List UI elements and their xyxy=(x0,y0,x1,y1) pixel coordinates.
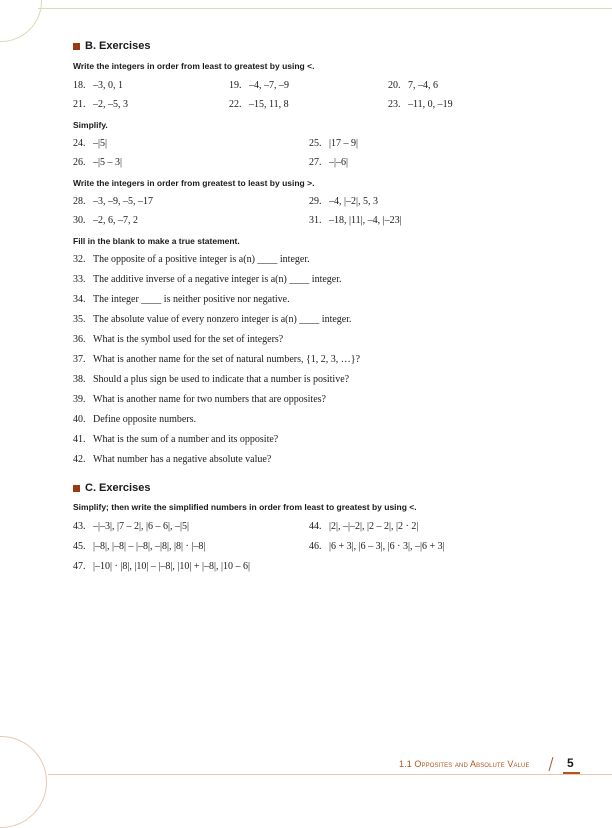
exercise-40: 40. Define opposite numbers. xyxy=(73,414,197,425)
square-bullet-icon xyxy=(73,43,80,50)
exercise-33: 33. The additive inverse of a negative integer is a(n) ____ integer. xyxy=(73,274,342,285)
exercise-21: 21. –2, –5, 3 xyxy=(73,99,128,110)
instruction-simplify-order: Simplify; then write the simplified numbers in order from least to greatest by using <. xyxy=(73,502,417,512)
exercise-45: 45. |–8|, |–8| – |–8|, –|8|, |8| · |–8| xyxy=(73,541,206,552)
exercise-31: 31. –18, |11|, –4, |–23| xyxy=(309,215,402,226)
exercise-42: 42. What number has a negative absolute value? xyxy=(73,454,272,465)
footer-divider-icon xyxy=(548,757,554,771)
exercise-20: 20. 7, –4, 6 xyxy=(388,80,438,91)
instruction-least-to-greatest: Write the integers in order from least to greatest by using <. xyxy=(73,61,315,71)
exercise-43: 43. –|–3|, |7 – 2|, |6 – 6|, –|5| xyxy=(73,521,190,532)
exercise-26: 26. –|5 – 3| xyxy=(73,157,123,168)
exercise-23: 23. –11, 0, –19 xyxy=(388,99,453,110)
exercise-44: 44. |2|, –|–2|, |2 – 2|, |2 · 2| xyxy=(309,521,419,532)
exercise-30: 30. –2, 6, –7, 2 xyxy=(73,215,138,226)
page-number-underline xyxy=(563,772,580,774)
section-c-heading xyxy=(73,482,150,494)
section-c-title: C. Exercises xyxy=(85,482,151,494)
instruction-greatest-to-least: Write the integers in order from greatest to least by using >. xyxy=(73,178,315,188)
bottom-rule xyxy=(48,774,612,775)
exercise-37: 37. What is another name for the set of natural numbers, {1, 2, 3, …}? xyxy=(73,354,361,365)
exercise-29: 29. –4, |–2|, 5, 3 xyxy=(309,196,379,207)
top-rule xyxy=(38,8,612,9)
exercise-47: 47. |–10| · |8|, |10| – |–8|, |10| + |–8|, |10 – 6| xyxy=(73,561,250,572)
exercise-32: 32. The opposite of a positive integer is a(n) ____ integer. xyxy=(73,254,310,265)
exercise-35: 35. The absolute value of every nonzero integer is a(n) ____ integer. xyxy=(73,314,352,325)
instruction-simplify: Simplify. xyxy=(73,120,108,130)
section-b-heading xyxy=(73,40,150,52)
square-bullet-icon xyxy=(73,485,80,492)
exercise-24: 24. –|5| xyxy=(73,138,108,149)
section-b-title: B. Exercises xyxy=(85,40,151,52)
exercise-38: 38. Should a plus sign be used to indicate that a number is positive? xyxy=(73,374,350,385)
exercise-25: 25. |17 – 9| xyxy=(309,138,359,149)
exercise-18: 18. –3, 0, 1 xyxy=(73,80,123,91)
corner-arc-top-left xyxy=(0,0,42,42)
exercise-34: 34. The integer ____ is neither positive nor negative. xyxy=(73,294,290,305)
footer-section-title: 1.1 Opposites and Absolute Value xyxy=(399,759,530,769)
page-number: 5 xyxy=(567,756,574,770)
exercise-19: 19. –4, –7, –9 xyxy=(229,80,289,91)
instruction-fill-blank: Fill in the blank to make a true statement. xyxy=(73,236,240,246)
exercise-28: 28. –3, –9, –5, –17 xyxy=(73,196,153,207)
exercise-36: 36. What is the symbol used for the set of integers? xyxy=(73,334,284,345)
exercise-39: 39. What is another name for two numbers that are opposites? xyxy=(73,394,326,405)
corner-arc-bottom-left xyxy=(0,736,47,828)
exercise-41: 41. What is the sum of a number and its opposite? xyxy=(73,434,279,445)
exercise-27: 27. –|–6| xyxy=(309,157,349,168)
exercise-46: 46. |6 + 3|, |6 – 3|, |6 · 3|, –|6 + 3| xyxy=(309,541,445,552)
exercise-22: 22. –15, 11, 8 xyxy=(229,99,289,110)
